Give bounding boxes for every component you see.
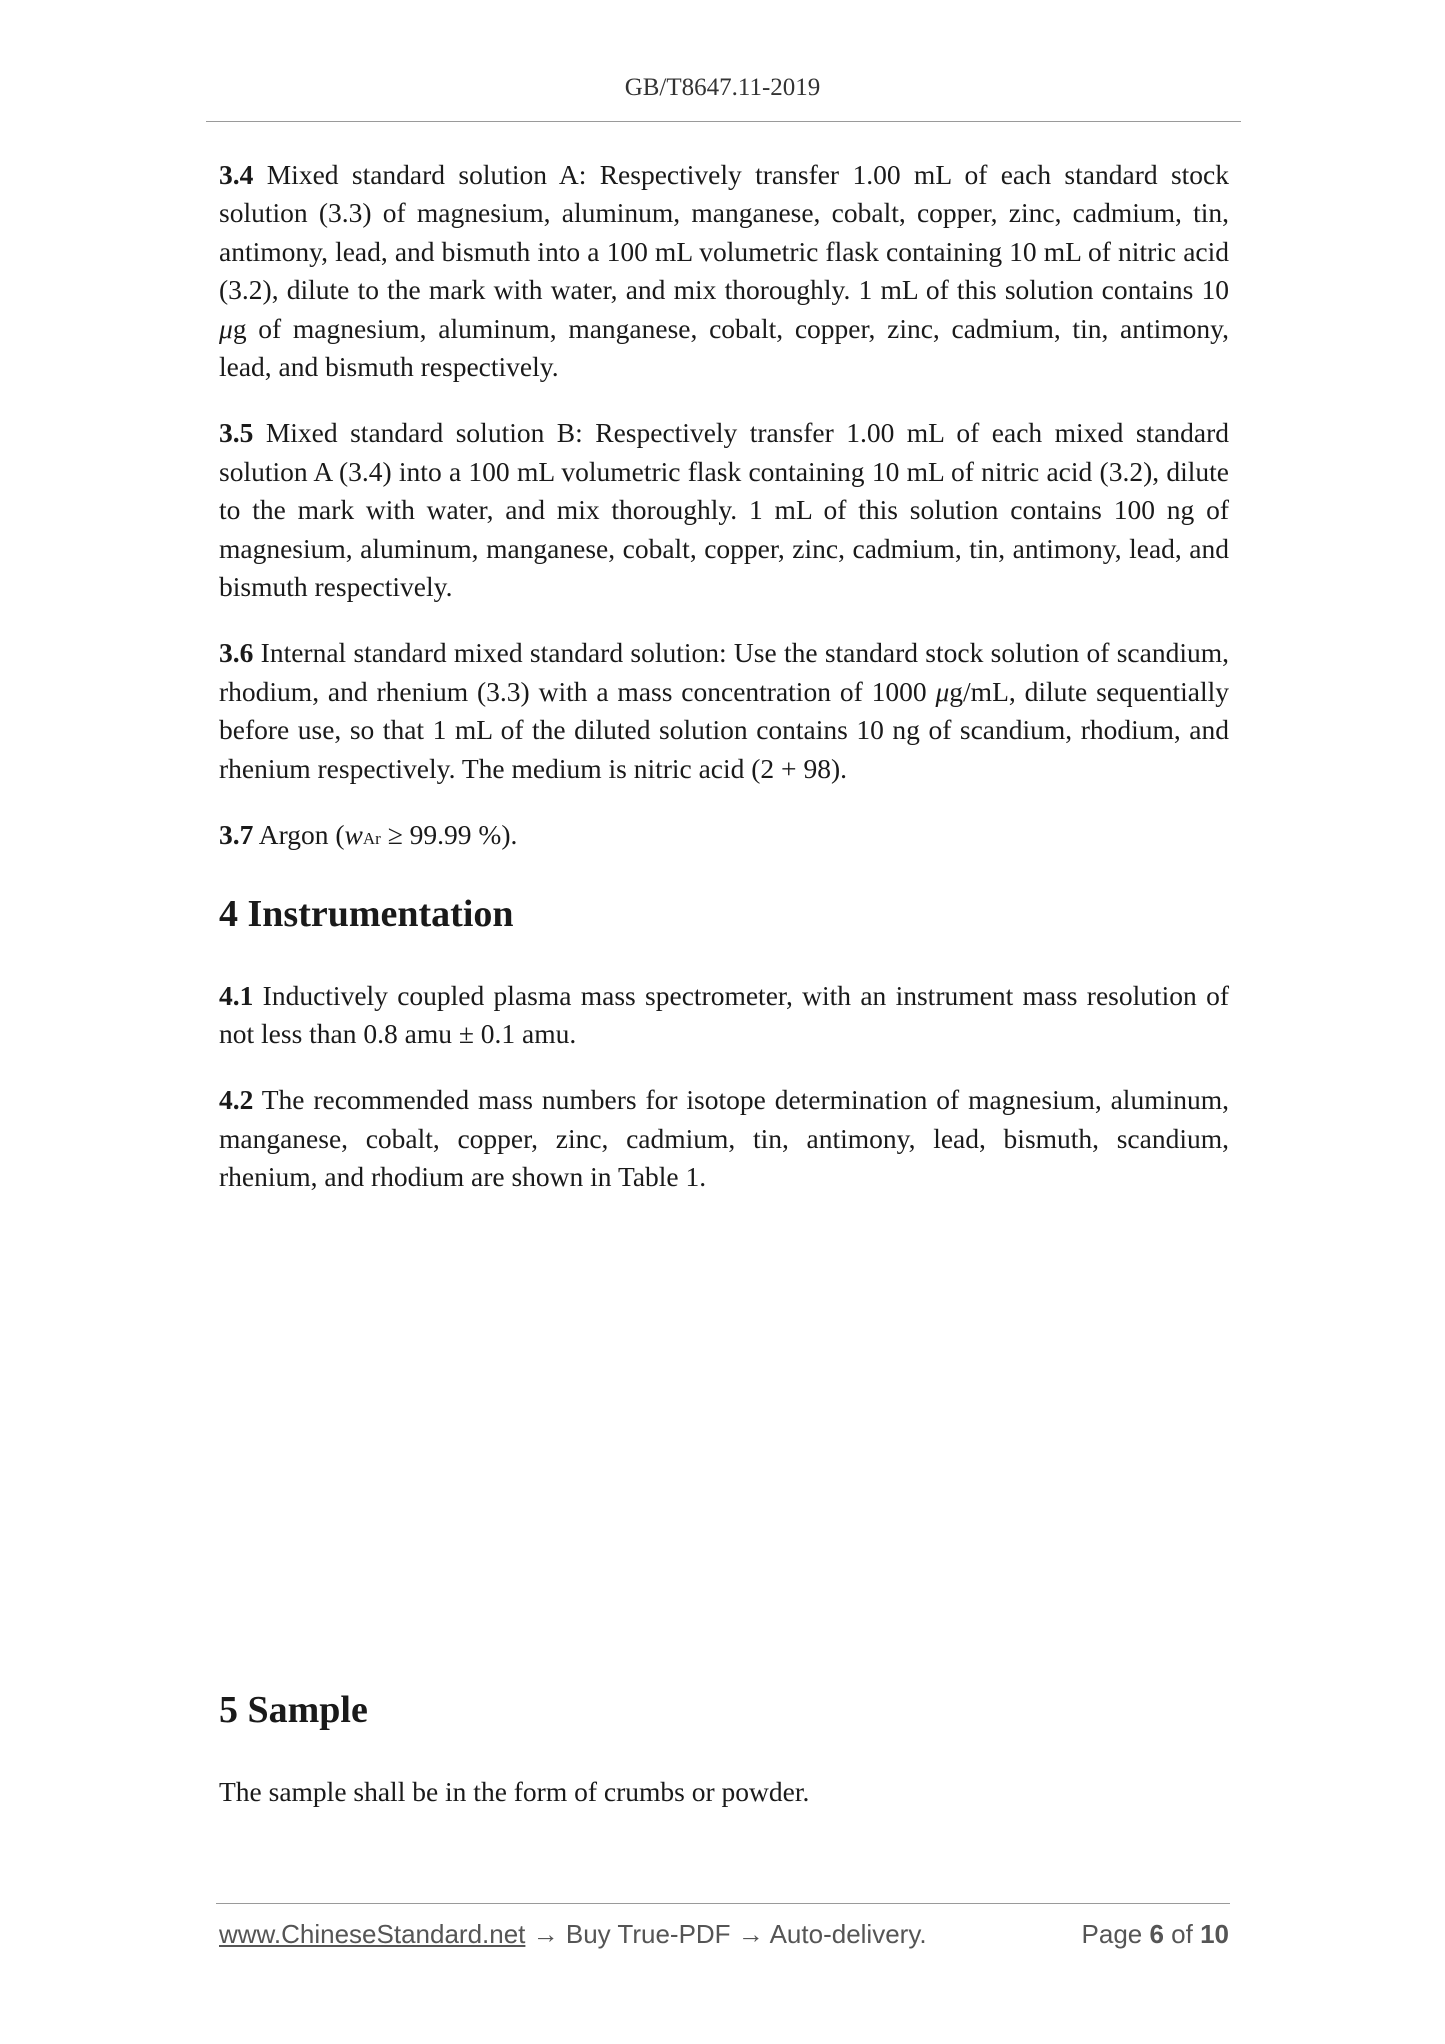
clause-number: 4.2 xyxy=(219,1084,254,1116)
clause-4-1 xyxy=(219,977,1229,1054)
argon-subscript: Ar xyxy=(362,829,381,849)
clause-text: g/mL, dilute sequentially before use, so that 1 mL of the diluted solution contains 10 ng of scandium, rhodium, and rhenium respectively. The medium is nitric acid (2 + 98). xyxy=(219,675,1230,784)
clause-text: Argon ( xyxy=(253,819,345,851)
clause-3-4 xyxy=(219,156,1229,386)
clause-text: g of magnesium, aluminum, manganese, cobalt, copper, zinc, cadmium, tin, antimony, lead, and bismuth respectively. xyxy=(219,312,1229,383)
footer-divider xyxy=(216,1903,1230,1904)
document-body xyxy=(219,156,1229,1811)
arrow-right-icon: → xyxy=(730,1919,770,1949)
clause-3-5 xyxy=(219,414,1229,606)
clause-3-6 xyxy=(219,634,1229,788)
page-indicator xyxy=(1082,1919,1229,1950)
clause-text: Mixed standard solution A: Respectively transfer 1.00 mL of each standard stock solution (3.3) of magnesium, aluminum, manganese, cobalt, copper, zinc, cadmium, tin, antimony, lead, and bismuth into a 100 mL volumetric flask containing 10 mL of nitric acid (3.2), dilute to the mark with water, and mix thoroughly. 1 mL of this solution contains 10 xyxy=(219,159,1229,306)
section-heading-sample: 5 Sample xyxy=(219,1688,368,1731)
clause-number: 3.6 xyxy=(219,637,254,669)
clause-text: Inductively coupled plasma mass spectrometer, with an instrument mass resolution of not less than 0.8 amu ± 0.1 amu. xyxy=(219,979,1229,1049)
clause-4-2 xyxy=(219,1081,1229,1196)
clause-number: 3.7 xyxy=(219,819,254,851)
section-heading-instrumentation: 4 Instrumentation xyxy=(219,892,514,935)
buy-true-pdf-link: Buy True-PDF xyxy=(565,1919,731,1949)
clause-number: 3.5 xyxy=(219,417,254,449)
header-document-code: GB/T8647.11-2019 xyxy=(624,74,821,101)
clause-text: ≥ 99.99 %). xyxy=(380,819,518,851)
clause-5-text: The sample shall be in the form of crumbs or powder. xyxy=(219,1775,810,1807)
clause-3-7 xyxy=(219,816,1229,858)
mu-symbol: μ xyxy=(935,675,950,707)
page-of-label: of xyxy=(1163,1919,1201,1949)
clause-number: 4.1 xyxy=(219,979,254,1011)
arrow-right-icon: → xyxy=(525,1919,566,1949)
page-current: 6 xyxy=(1149,1919,1164,1949)
clause-text: Internal standard mixed standard solution: Use the standard stock solution of scandium, rhodium, and rhenium (3.3) with a mass concentration of 1000 xyxy=(219,637,1229,707)
page-total: 10 xyxy=(1200,1919,1229,1949)
auto-delivery-text: Auto-delivery. xyxy=(769,1919,927,1949)
page-label: Page xyxy=(1081,1919,1150,1949)
clause-text: The recommended mass numbers for isotope determination of magnesium, aluminum, manganese, cobalt, copper, zinc, cadmium, tin, antimony, lead, bismuth, scandium, rhenium, and rhodium are shown in Table 1. xyxy=(219,1084,1229,1193)
clause-number: 3.4 xyxy=(219,159,254,190)
website-link[interactable]: www.ChineseStandard.net xyxy=(219,1919,526,1949)
clause-text: Mixed standard solution B: Respectively transfer 1.00 mL of each mixed standard solution A (3.4) into a 100 mL volumetric flask containing 10 mL of nitric acid (3.2), dilute to the mark with water, and mix thoroughly. 1 mL of this solution contains 100 ng of magnesium, aluminum, manganese, cobalt, copper, zinc, cadmium, tin, antimony, lead, and bismuth respectively. xyxy=(219,417,1229,603)
page-footer xyxy=(219,1919,1229,1950)
mu-symbol: μ xyxy=(219,312,233,344)
header-divider xyxy=(206,121,1241,122)
mass-fraction-symbol: w xyxy=(344,819,363,851)
